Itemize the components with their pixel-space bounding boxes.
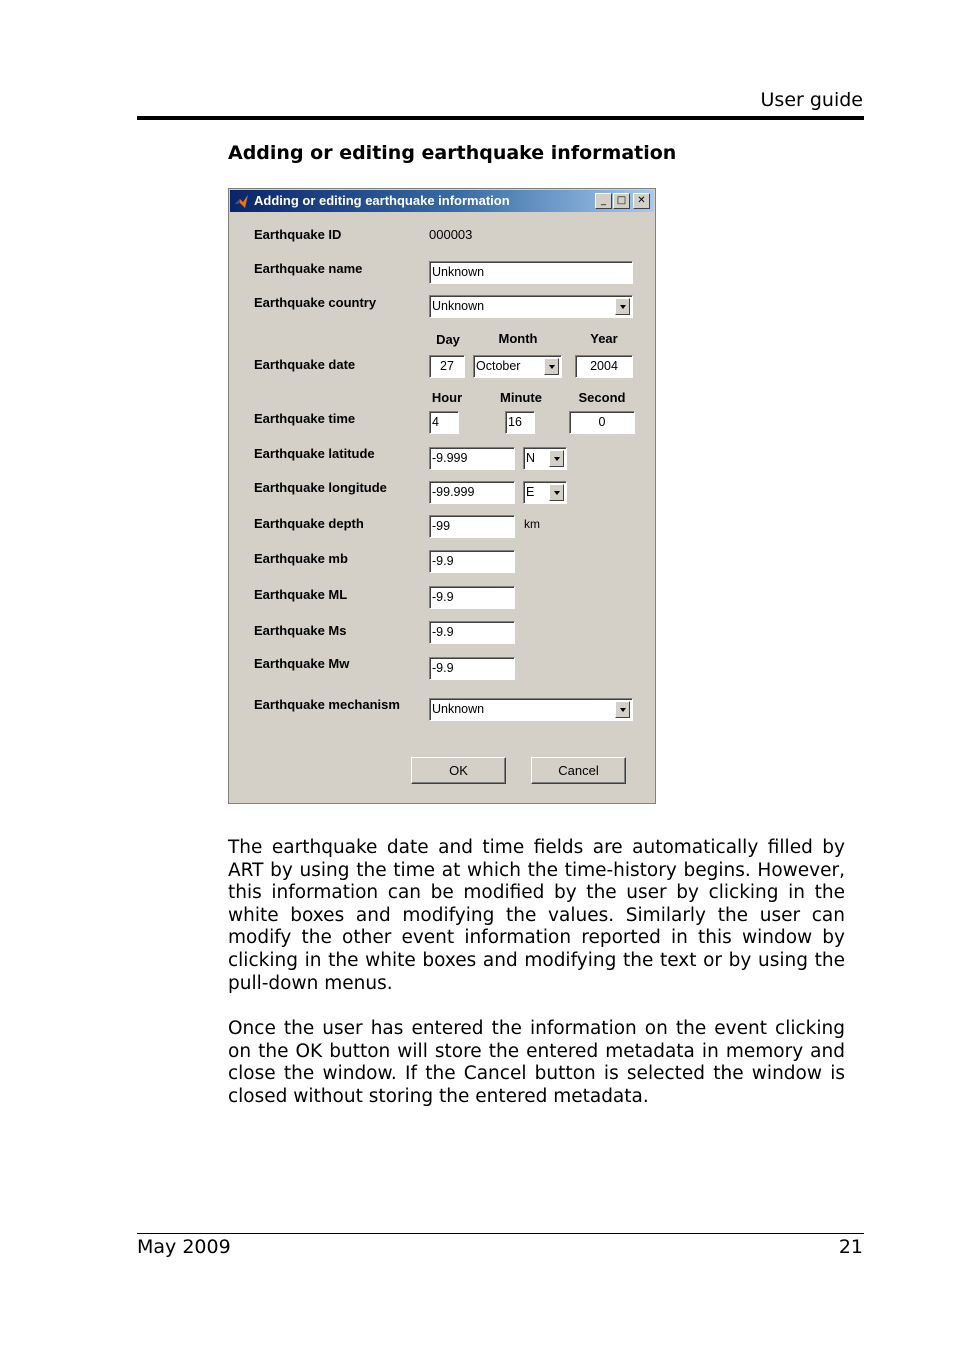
maximize-icon[interactable]: □ — [613, 193, 630, 209]
matlab-icon — [234, 194, 249, 209]
second-header: Second — [578, 390, 626, 405]
day-header: Day — [436, 332, 460, 347]
ok-button[interactable]: OK — [411, 757, 506, 784]
body-paragraph-1: The earthquake date and time fields are automatically filled by ART by using the time at which the time-history begins. However, this information can be modified by the user by clicking in the white boxes and modifying the values. Similarly the user can modify the other event information reported in this window by clicking in the white boxes and modifying the text or by using the pull-down menus. — [228, 837, 845, 994]
hour-header: Hour — [431, 390, 463, 405]
mb-field[interactable]: -9.9 — [429, 550, 515, 573]
month-header: Month — [498, 331, 538, 346]
minimize-icon[interactable]: _ — [595, 193, 612, 209]
chevron-down-icon[interactable] — [549, 484, 564, 501]
label-earthquake-mechanism: Earthquake mechanism — [254, 697, 400, 712]
earthquake-country-select[interactable] — [429, 295, 633, 318]
earthquake-name-field[interactable]: Unknown — [429, 261, 633, 284]
label-earthquake-mb: Earthquake mb — [254, 551, 348, 566]
label-earthquake-country: Earthquake country — [254, 295, 377, 310]
day-field[interactable]: 27 — [429, 355, 465, 378]
label-earthquake-mw: Earthquake Mw — [254, 656, 350, 671]
dialog-titlebar[interactable] — [230, 190, 654, 212]
label-earthquake-time: Earthquake time — [254, 411, 356, 426]
page-number: 21 — [838, 1236, 863, 1258]
label-earthquake-longitude: Earthquake longitude — [254, 480, 387, 495]
close-icon[interactable]: ✕ — [633, 193, 650, 209]
country-selected-value: Unknown — [432, 299, 485, 313]
longitude-hemisphere-value: E — [526, 485, 535, 499]
footer-date: May 2009 — [137, 1236, 231, 1258]
chevron-down-icon[interactable] — [615, 298, 630, 315]
longitude-hemisphere-select[interactable] — [523, 481, 567, 504]
section-title: Adding or editing earthquake information — [228, 142, 677, 164]
ml-field[interactable]: -9.9 — [429, 586, 515, 609]
label-earthquake-ms: Earthquake Ms — [254, 623, 347, 638]
hour-field[interactable]: 4 — [429, 411, 459, 434]
year-header: Year — [590, 331, 618, 346]
minute-header: Minute — [500, 390, 542, 405]
mw-field[interactable]: -9.9 — [429, 657, 515, 680]
month-select[interactable] — [473, 355, 562, 378]
footer-rule — [137, 1233, 864, 1234]
latitude-hemisphere-select[interactable] — [523, 447, 567, 470]
mechanism-select[interactable] — [429, 698, 633, 721]
minute-field[interactable]: 16 — [505, 411, 535, 434]
second-field[interactable]: 0 — [569, 411, 635, 434]
cancel-button[interactable]: Cancel — [531, 757, 626, 784]
header-rule — [137, 116, 864, 120]
dialog-window — [228, 188, 656, 804]
year-field[interactable]: 2004 — [575, 355, 633, 378]
label-earthquake-id: Earthquake ID — [254, 227, 342, 242]
mechanism-selected-value: Unknown — [432, 702, 485, 716]
label-earthquake-date: Earthquake date — [254, 357, 356, 372]
ms-field[interactable]: -9.9 — [429, 621, 515, 644]
earthquake-id-value: 000003 — [429, 227, 473, 242]
latitude-hemisphere-value: N — [526, 451, 536, 465]
running-header: User guide — [760, 89, 863, 111]
chevron-down-icon[interactable] — [549, 450, 564, 467]
depth-unit: km — [524, 517, 540, 531]
label-earthquake-name: Earthquake name — [254, 261, 363, 276]
latitude-field[interactable]: -9.999 — [429, 447, 515, 470]
month-selected-value: October — [476, 359, 521, 373]
longitude-field[interactable]: -99.999 — [429, 481, 515, 504]
chevron-down-icon[interactable] — [615, 701, 630, 718]
depth-field[interactable]: -99 — [429, 515, 515, 538]
label-earthquake-depth: Earthquake depth — [254, 516, 364, 531]
label-earthquake-latitude: Earthquake latitude — [254, 446, 375, 461]
dialog-title: Adding or editing earthquake information — [254, 193, 510, 208]
label-earthquake-ml: Earthquake ML — [254, 587, 348, 602]
body-paragraph-2: Once the user has entered the information on the event clicking on the OK button will store the entered metadata in memory and close the window. If the Cancel button is selected the window is closed without storing the entered metadata. — [228, 1018, 845, 1107]
chevron-down-icon[interactable] — [544, 358, 559, 375]
